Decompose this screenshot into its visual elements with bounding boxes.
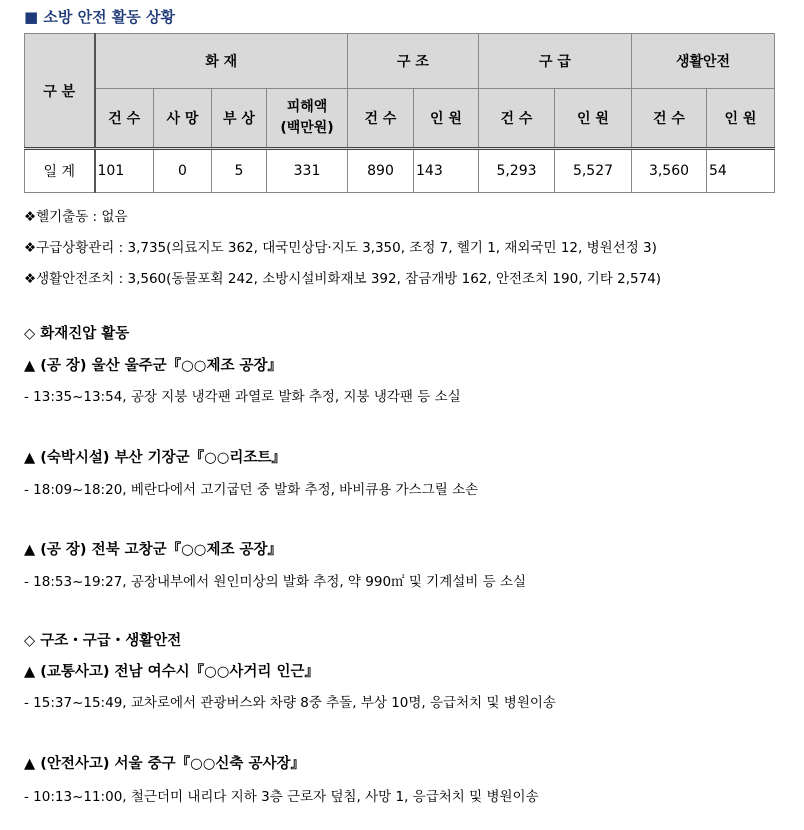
subheader: 인 원 xyxy=(707,89,775,149)
note-helicopter: ❖헬기출동 : 없음 xyxy=(24,209,128,225)
header-gubun: 구 분 xyxy=(25,34,95,149)
subheader: 건 수 xyxy=(479,89,555,149)
incident-desc: - 13:35~13:54, 공장 지붕 냉각팬 과열로 발화 추정, 지붕 냉각팬 등 소실 xyxy=(24,389,461,405)
subheader-damage xyxy=(267,89,348,149)
cell: 5,293 xyxy=(479,149,555,193)
subheader: 인 원 xyxy=(414,89,479,149)
incident-title: ▲ (교통사고) 전남 여수시『○○사거리 인근』 xyxy=(24,664,319,680)
subheader: 사 망 xyxy=(154,89,212,149)
incident-title: ▲ (숙박시설) 부산 기장군『○○리조트』 xyxy=(24,450,286,466)
cell: 54 xyxy=(707,149,775,193)
group-life-safety: 생활안전 xyxy=(632,34,775,89)
incident-title: ▲ (공 장) 전북 고창군『○○제조 공장』 xyxy=(24,542,283,558)
table-row xyxy=(25,149,775,193)
subheader: 부 상 xyxy=(212,89,267,149)
note-ems-management: ❖구급상황관리 : 3,735(의료지도 362, 대국민상담·지도 3,350, 조정 7, 헬기 1, 재외국민 12, 병원선정 3) xyxy=(24,240,657,256)
section-rescue-ems: ◇ 구조・구급・생활안전 xyxy=(24,633,182,649)
group-fire: 화 재 xyxy=(95,34,348,89)
cell: 5,527 xyxy=(555,149,632,193)
group-rescue: 구 조 xyxy=(348,34,479,89)
notes-list xyxy=(24,202,661,295)
page-title-text: ■ 소방 안전 활동 상황 xyxy=(24,8,175,26)
subheader: 건 수 xyxy=(632,89,707,149)
cell: 890 xyxy=(348,149,414,193)
group-ems: 구 급 xyxy=(479,34,632,89)
subheader-damage-text: 피해액 (백만원) xyxy=(280,99,334,136)
incident-title: ▲ (공 장) 울산 울주군『○○제조 공장』 xyxy=(24,358,283,374)
incident-desc: - 18:53~19:27, 공장내부에서 원인미상의 발화 추정, 약 990㎡ 및 기계설비 등 소실 xyxy=(24,574,527,590)
section-fire-suppression: ◇ 화재진압 활동 xyxy=(24,326,130,342)
cell: 0 xyxy=(154,149,212,193)
cell: 5 xyxy=(212,149,267,193)
cell: 143 xyxy=(414,149,479,193)
incident-desc: - 18:09~18:20, 베란다에서 고기굽던 중 발화 추정, 바비큐용 가스그릴 소손 xyxy=(24,482,479,498)
cell: 331 xyxy=(267,149,348,193)
subheader: 건 수 xyxy=(348,89,414,149)
incident-desc: - 15:37~15:49, 교차로에서 관광버스와 차량 8중 추돌, 부상 10명, 응급처치 및 병원이송 xyxy=(24,695,556,711)
page-title xyxy=(24,6,175,27)
cell: 101 xyxy=(95,149,154,193)
cell: 3,560 xyxy=(632,149,707,193)
subheader: 건 수 xyxy=(95,89,154,149)
subheader: 인 원 xyxy=(555,89,632,149)
row-label: 일 계 xyxy=(25,149,95,193)
activity-stats-table xyxy=(24,33,775,193)
incident-title: ▲ (안전사고) 서울 중구『○○신축 공사장』 xyxy=(24,756,305,772)
note-life-safety: ❖생활안전조치 : 3,560(동물포획 242, 소방시설비화재보 392, 잠금개방 162, 안전조치 190, 기타 2,574) xyxy=(24,271,662,287)
incident-desc: - 10:13~11:00, 철근더미 내리다 지하 3층 근로자 덮침, 사망 1, 응급처치 및 병원이송 xyxy=(24,789,539,805)
